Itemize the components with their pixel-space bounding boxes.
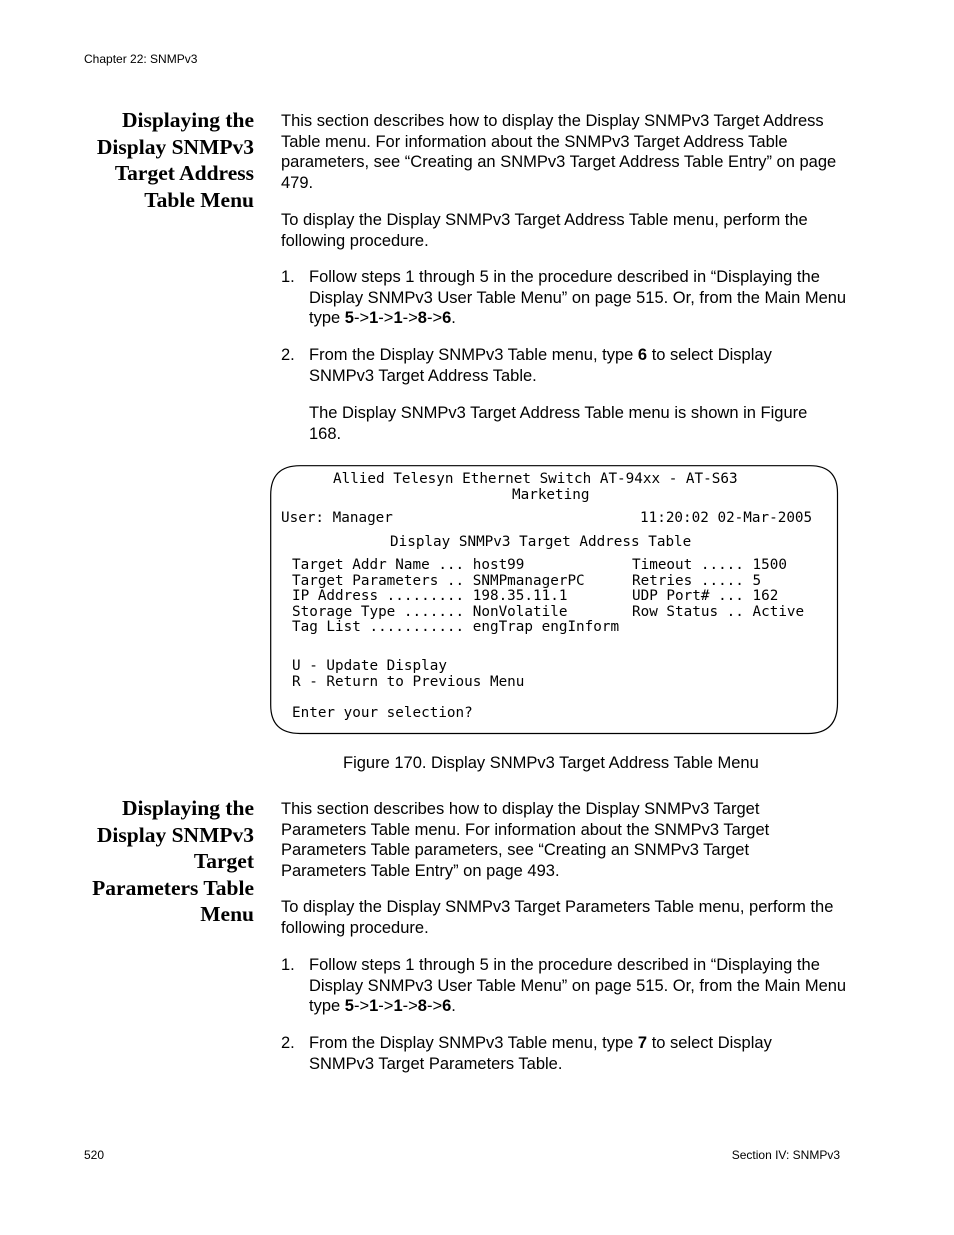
title-line: Menu bbox=[200, 902, 254, 926]
terminal-field-right: Row Status .. Active bbox=[632, 604, 805, 620]
section1-procedure-intro: To display the Display SNMPv3 Target Address Table menu, perform the following procedure. bbox=[281, 211, 808, 250]
title-line: Parameters Table bbox=[92, 875, 254, 900]
title-line: Display SNMPv3 bbox=[96, 134, 254, 159]
terminal-title: Allied Telesyn Ethernet Switch AT-94xx - AT-S63 bbox=[333, 471, 738, 487]
terminal-field-left: Target Addr Name ... host99 bbox=[292, 557, 525, 573]
terminal-field-left: Tag List ........... engTrap engInform bbox=[292, 619, 620, 635]
title-line: Displaying the bbox=[121, 796, 254, 820]
footer-section: Section IV: SNMPv3 bbox=[731, 1148, 840, 1162]
step-number: 2. bbox=[281, 1034, 295, 1052]
terminal-datetime: 11:20:02 02-Mar-2005 bbox=[640, 510, 813, 526]
terminal-field-left: Storage Type ....... NonVolatile bbox=[292, 604, 568, 620]
figure-caption: Figure 170. Display SNMPv3 Target Address Table Menu bbox=[343, 754, 759, 772]
terminal-field-right: Retries ..... 5 bbox=[632, 573, 762, 589]
page-number: 520 bbox=[84, 1148, 105, 1162]
section2-intro: This section describes how to display the Display SNMPv3 Target Parameters Table menu. For information about the SNMPv3 Target Parameters Table parameters, see “Creating an SNMPv3 Target Parameters Table Entry” on page 493. bbox=[281, 800, 770, 880]
title-line: Display SNMPv3 bbox=[96, 822, 254, 847]
terminal-option-return: R - Return to Previous Menu bbox=[292, 674, 525, 690]
terminal-prompt: Enter your selection? bbox=[292, 705, 473, 721]
step-text: From the Display SNMPv3 Table menu, type 6 to select Display SNMPv3 Target Address Table. bbox=[309, 346, 772, 385]
step-text: Follow steps 1 through 5 in the procedure described in “Displaying the Display SNMPv3 User Table Menu” on page 515. Or, from the Main Menu type 5->1->1->8->6. bbox=[309, 956, 847, 1015]
terminal-subtitle: Marketing bbox=[512, 487, 590, 503]
chapter-header: Chapter 22: SNMPv3 bbox=[84, 52, 198, 66]
step-number: 2. bbox=[281, 346, 295, 364]
section2-procedure-intro: To display the Display SNMPv3 Target Parameters Table menu, perform the following procedure. bbox=[281, 898, 834, 937]
title-line: Target bbox=[193, 849, 254, 873]
section1-intro: This section describes how to display the Display SNMPv3 Target Address Table menu. For information about the SNMPv3 Target Address Table parameters, see “Creating an SNMPv3 Target Address Table Entry” on page 479. bbox=[281, 112, 837, 192]
step-number: 1. bbox=[281, 956, 295, 974]
terminal-field-left: Target Parameters .. SNMPmanagerPC bbox=[292, 573, 585, 589]
terminal-field-right: UDP Port# ... 162 bbox=[632, 588, 779, 604]
step-number: 1. bbox=[281, 268, 295, 286]
terminal-field-left: IP Address ......... 198.35.11.1 bbox=[292, 588, 568, 604]
title-line: Displaying the bbox=[121, 108, 254, 132]
terminal-field-right: Timeout ..... 1500 bbox=[632, 557, 787, 573]
terminal-option-update: U - Update Display bbox=[292, 658, 447, 674]
section-title-target-parameters bbox=[4, 795, 254, 928]
section-title-target-address bbox=[4, 107, 254, 213]
title-line: Table Menu bbox=[144, 187, 254, 212]
title-line: Target Address bbox=[114, 161, 254, 185]
terminal-menu-title: Display SNMPv3 Target Address Table bbox=[390, 534, 692, 550]
step-text: From the Display SNMPv3 Table menu, type 7 to select Display SNMPv3 Target Parameters Table. bbox=[309, 1034, 772, 1073]
terminal-user: User: Manager bbox=[281, 510, 393, 526]
figure-reference-note: The Display SNMPv3 Target Address Table menu is shown in Figure 168. bbox=[309, 404, 808, 443]
step-text: Follow steps 1 through 5 in the procedure described in “Displaying the Display SNMPv3 User Table Menu” on page 515. Or, from the Main Menu type 5->1->1->8->6. bbox=[309, 268, 847, 327]
